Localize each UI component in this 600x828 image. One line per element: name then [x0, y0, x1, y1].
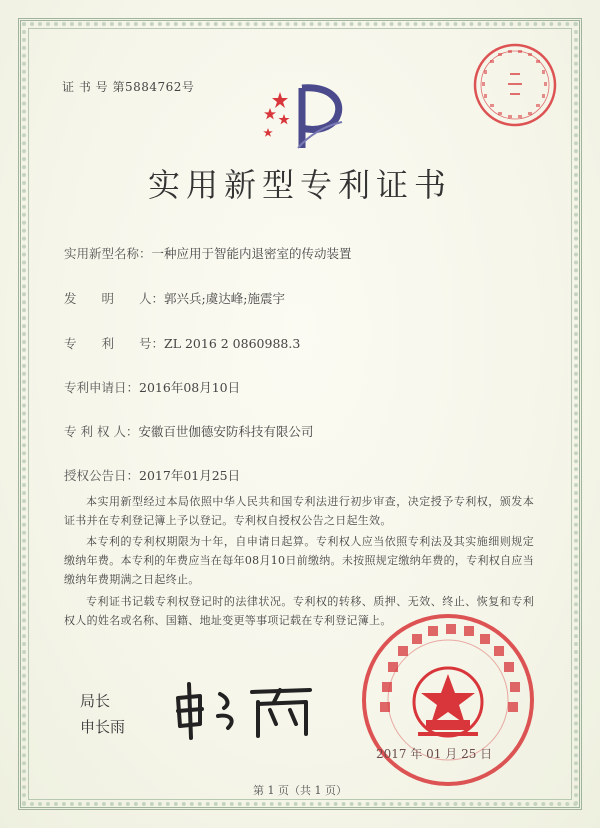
field-label: 授权公告日： — [64, 468, 140, 483]
agency-seal-icon — [470, 40, 560, 130]
paragraph-term: 本专利的专利权期限为十年，自申请日起算。专利权人应当依照专利法及其实施细则规定缴纳年费。本专利的年费应当在每年08月10日前缴纳。未按照规定缴纳年费的，专利权自应当缴纳年费期满之日起终止。 — [64, 535, 534, 586]
page-number: 第 1 页（共 1 页） — [253, 784, 347, 797]
paragraph-register: 专利证书记载专利权登记时的法律状况。专利权的转移、质押、无效、终止、恢复和专利权人的姓名或名称、国籍、地址变更等事项记载在专利登记簿上。 — [64, 595, 534, 627]
cnipa-logo-icon — [250, 70, 350, 160]
utility-model-name-row — [64, 244, 352, 262]
certificate-title: 实用新型专利证书 — [147, 166, 452, 204]
grant-date-row — [64, 466, 240, 484]
field-value: ZL 2016 2 0860988.3 — [164, 336, 301, 351]
field-value: 郭兴兵;虞达峰;施震宇 — [164, 291, 285, 306]
field-label: 专 利 号： — [64, 336, 165, 351]
field-value: 2017年01月25日 — [139, 468, 241, 483]
grant-seal-date: 2017 年 01 月 25 日 — [376, 747, 493, 761]
patentee-row — [64, 422, 313, 440]
field-label: 专利申请日： — [64, 380, 140, 395]
application-date-row — [64, 378, 240, 396]
patent-number-row — [64, 334, 300, 352]
national-ip-office-seal-icon — [358, 610, 538, 790]
certificate-number: 证 书 号 第5884762号 — [62, 80, 195, 94]
field-value: 一种应用于智能内退密室的传动装置 — [151, 246, 352, 261]
field-label: 实用新型名称： — [64, 246, 152, 261]
inventor-row — [64, 289, 285, 307]
director-name: 申长雨 — [80, 718, 126, 736]
field-label: 发 明 人： — [64, 291, 165, 306]
field-label: 专 利 权 人： — [64, 424, 139, 439]
field-value: 安徽百世伽德安防科技有限公司 — [138, 424, 314, 439]
field-value: 2016年08月10日 — [139, 380, 241, 395]
paragraph-grant: 本实用新型经过本局依照中华人民共和国专利法进行初步审查，决定授予专利权，颁发本证书并在专利登记簿上予以登记。专利权自授权公告之日起生效。 — [64, 495, 534, 527]
director-signature-icon — [170, 676, 320, 746]
director-title: 局长 — [80, 692, 111, 710]
